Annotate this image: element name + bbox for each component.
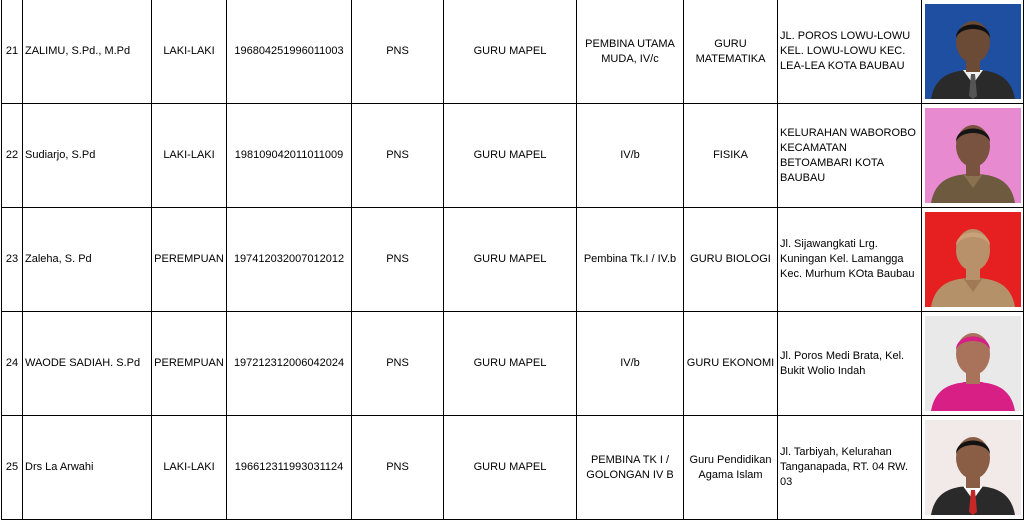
position-cell: GURU MAPEL	[444, 208, 577, 312]
row-number: 23	[2, 208, 23, 312]
subject-cell: Guru Pendidikan Agama Islam	[684, 416, 778, 520]
subject-cell: GURU MATEMATIKA	[684, 0, 778, 104]
nip-cell: 198109042011011009	[227, 104, 352, 208]
photo-cell	[922, 416, 1024, 520]
address-cell: JL. POROS LOWU-LOWU KEL. LOWU-LOWU KEC. LEA-LEA KOTA BAUBAU	[778, 0, 922, 104]
rank-cell: IV/b	[577, 312, 684, 416]
row-number: 25	[2, 416, 23, 520]
employment-status-cell: PNS	[352, 104, 444, 208]
teacher-name: ZALIMU, S.Pd., M.Pd	[23, 0, 152, 104]
roster-body	[2, 0, 1024, 520]
photo-cell	[922, 0, 1024, 104]
row-number: 22	[2, 104, 23, 208]
teacher-photo	[925, 420, 1021, 515]
subject-cell: FISIKA	[684, 104, 778, 208]
nip-cell: 196804251996011003	[227, 0, 352, 104]
address-cell: Jl. Poros Medi Brata, Kel. Bukit Wolio Indah	[778, 312, 922, 416]
gender-cell: LAKI-LAKI	[152, 416, 227, 520]
position-cell: GURU MAPEL	[444, 104, 577, 208]
address-cell: KELURAHAN WABOROBO KECAMATAN BETOAMBARI KOTA BAUBAU	[778, 104, 922, 208]
photo-cell	[922, 312, 1024, 416]
employment-status-cell: PNS	[352, 416, 444, 520]
subject-cell: GURU EKONOMI	[684, 312, 778, 416]
table-row	[2, 0, 1024, 104]
gender-cell: LAKI-LAKI	[152, 0, 227, 104]
teacher-photo	[925, 108, 1021, 203]
rank-cell: PEMBINA TK I / GOLONGAN IV B	[577, 416, 684, 520]
teacher-photo	[925, 316, 1021, 411]
teacher-name: Sudiarjo, S.Pd	[23, 104, 152, 208]
position-cell: GURU MAPEL	[444, 416, 577, 520]
teacher-photo	[925, 4, 1021, 99]
position-cell: GURU MAPEL	[444, 312, 577, 416]
gender-cell: PEREMPUAN	[152, 312, 227, 416]
nip-cell: 196612311993031124	[227, 416, 352, 520]
rank-cell: IV/b	[577, 104, 684, 208]
table-row	[2, 416, 1024, 520]
rank-cell: PEMBINA UTAMA MUDA, IV/c	[577, 0, 684, 104]
photo-cell	[922, 104, 1024, 208]
nip-cell: 197212312006042024	[227, 312, 352, 416]
employment-status-cell: PNS	[352, 0, 444, 104]
gender-cell: PEREMPUAN	[152, 208, 227, 312]
table-row	[2, 208, 1024, 312]
table-row	[2, 104, 1024, 208]
address-cell: Jl. Sijawangkati Lrg. Kuningan Kel. Lamangga Kec. Murhum KOta Baubau	[778, 208, 922, 312]
photo-cell	[922, 208, 1024, 312]
employment-status-cell: PNS	[352, 208, 444, 312]
nip-cell: 197412032007012012	[227, 208, 352, 312]
table-row	[2, 312, 1024, 416]
address-cell: Jl. Tarbiyah, Kelurahan Tanganapada, RT. 04 RW. 03	[778, 416, 922, 520]
teacher-photo	[925, 212, 1021, 307]
employment-status-cell: PNS	[352, 312, 444, 416]
rank-cell: Pembina Tk.I / IV.b	[577, 208, 684, 312]
position-cell: GURU MAPEL	[444, 0, 577, 104]
row-number: 21	[2, 0, 23, 104]
teacher-name: Zaleha, S. Pd	[23, 208, 152, 312]
gender-cell: LAKI-LAKI	[152, 104, 227, 208]
teacher-roster-table	[1, 0, 1024, 520]
teacher-name: WAODE SADIAH. S.Pd	[23, 312, 152, 416]
subject-cell: GURU BIOLOGI	[684, 208, 778, 312]
teacher-name: Drs La Arwahi	[23, 416, 152, 520]
row-number: 24	[2, 312, 23, 416]
